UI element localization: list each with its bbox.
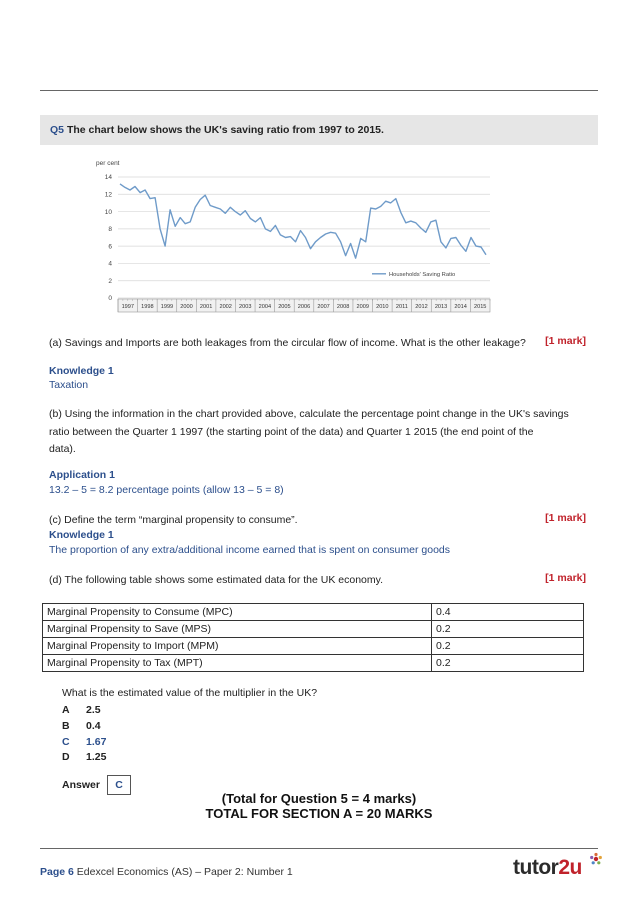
x-tick-label: 2013 bbox=[434, 304, 448, 310]
y-tick-label: 0 bbox=[108, 295, 112, 303]
question-total: (Total for Question 5 = 4 marks) bbox=[221, 791, 417, 806]
y-tick-label: 8 bbox=[108, 226, 112, 234]
propensity-table bbox=[42, 603, 584, 672]
part-b-answer: 13.2 – 5 = 8.2 percentage points (allow 13 – 5 = 8) bbox=[49, 484, 284, 496]
part-c-question: (c) Define the term “marginal propensity to consume”. bbox=[49, 514, 298, 526]
option-letter: C bbox=[62, 736, 70, 748]
x-tick-label: 2006 bbox=[297, 304, 311, 310]
part-b-question-line2: ratio between the Quarter 1 1997 (the starting point of the data) and Quarter 1 2015 (the end point of the bbox=[49, 426, 534, 438]
logo-star-icon bbox=[589, 852, 603, 866]
page-footer bbox=[40, 866, 293, 878]
option-letter: D bbox=[62, 751, 70, 763]
series-line bbox=[120, 184, 486, 258]
answer-box: C bbox=[107, 775, 131, 795]
part-a-question: (a) Savings and Imports are both leakages from the circular flow of income. What is the other leakage? bbox=[49, 337, 526, 349]
footer-rule bbox=[40, 848, 598, 849]
option-text: 0.4 bbox=[86, 720, 101, 732]
part-b-question-line1: (b) Using the information in the chart provided above, calculate the percentage point change in the UK's savings bbox=[49, 408, 569, 420]
option-text: 2.5 bbox=[86, 704, 101, 716]
table-row bbox=[43, 655, 584, 672]
part-a-marks: [1 mark] bbox=[545, 335, 586, 347]
y-axis-label: per cent bbox=[96, 160, 120, 167]
question-header bbox=[40, 115, 598, 145]
x-tick-label: 2009 bbox=[356, 304, 369, 310]
top-rule bbox=[40, 90, 598, 91]
x-tick-label: 1997 bbox=[121, 304, 135, 310]
x-tick-label: 2003 bbox=[239, 304, 252, 310]
x-tick-label: 2001 bbox=[199, 304, 213, 310]
section-total: TOTAL FOR SECTION A = 20 MARKS bbox=[205, 806, 433, 821]
table-row bbox=[43, 621, 584, 638]
multiplier-prompt: What is the estimated value of the multiplier in the UK? bbox=[62, 687, 318, 699]
table-cell-value: 0.2 bbox=[432, 655, 584, 672]
option-b bbox=[62, 720, 101, 732]
part-b-question-line3: data). bbox=[49, 443, 76, 455]
x-tick-label: 2010 bbox=[376, 304, 389, 310]
x-tick-label: 2005 bbox=[278, 304, 291, 310]
y-tick-label: 10 bbox=[104, 208, 112, 216]
saving-ratio-chart bbox=[90, 155, 500, 320]
page-number: Page 6 bbox=[40, 866, 74, 878]
table-row bbox=[43, 638, 584, 655]
part-d-question: (d) The following table shows some estimated data for the UK economy. bbox=[49, 574, 384, 586]
part-a-answer: Taxation bbox=[49, 379, 89, 391]
table-cell-label: Marginal Propensity to Import (MPM) bbox=[43, 638, 432, 655]
table-cell-value: 0.2 bbox=[432, 638, 584, 655]
x-tick-label: 2000 bbox=[180, 304, 193, 310]
y-tick-label: 4 bbox=[108, 260, 112, 268]
part-c-answer-heading: Knowledge 1 bbox=[49, 529, 114, 541]
option-text: 1.67 bbox=[86, 736, 107, 748]
x-tick-label: 1999 bbox=[160, 304, 174, 310]
table-row bbox=[43, 604, 584, 621]
question-number: Q5 bbox=[50, 124, 65, 136]
part-a-answer-heading: Knowledge 1 bbox=[49, 365, 114, 377]
x-tick-label: 2007 bbox=[317, 304, 330, 310]
legend-label: Households' Saving Ratio bbox=[389, 271, 456, 278]
option-letter: B bbox=[62, 720, 70, 732]
tutor2u-logo bbox=[513, 856, 582, 880]
part-c-answer: The proportion of any extra/additional income earned that is spent on consumer goods bbox=[49, 544, 450, 556]
answer-label: Answer bbox=[62, 779, 100, 791]
x-tick-label: 1998 bbox=[141, 304, 154, 310]
y-tick-label: 6 bbox=[108, 243, 112, 251]
footer-text: Edexcel Economics (AS) – Paper 2: Number 1 bbox=[76, 866, 293, 878]
part-b-answer-heading: Application 1 bbox=[49, 469, 115, 481]
x-tick-label: 2002 bbox=[219, 304, 232, 310]
x-tick-label: 2012 bbox=[415, 304, 428, 310]
option-d bbox=[62, 751, 106, 763]
logo-text: tutor bbox=[513, 856, 559, 879]
y-tick-label: 2 bbox=[108, 277, 112, 285]
x-tick-label: 2008 bbox=[336, 304, 350, 310]
option-a bbox=[62, 704, 101, 716]
y-tick-label: 12 bbox=[104, 191, 112, 199]
table-cell-label: Marginal Propensity to Consume (MPC) bbox=[43, 604, 432, 621]
table-cell-value: 0.4 bbox=[432, 604, 584, 621]
x-tick-label: 2011 bbox=[395, 304, 408, 310]
table-cell-label: Marginal Propensity to Save (MPS) bbox=[43, 621, 432, 638]
question-title: The chart below shows the UK's saving ratio from 1997 to 2015. bbox=[66, 124, 384, 136]
option-letter: A bbox=[62, 704, 70, 716]
x-tick-label: 2014 bbox=[454, 304, 467, 310]
question-header-text bbox=[50, 124, 384, 136]
part-c-marks: [1 mark] bbox=[545, 512, 586, 524]
option-c bbox=[62, 736, 106, 748]
option-text: 1.25 bbox=[86, 751, 107, 763]
y-tick-label: 14 bbox=[104, 174, 112, 182]
x-tick-label: 2015 bbox=[473, 304, 487, 310]
x-tick-label: 2004 bbox=[258, 304, 272, 310]
table-cell-label: Marginal Propensity to Tax (MPT) bbox=[43, 655, 432, 672]
logo-text-accent: 2u bbox=[558, 856, 582, 879]
part-d-marks: [1 mark] bbox=[545, 572, 586, 584]
table-cell-value: 0.2 bbox=[432, 621, 584, 638]
